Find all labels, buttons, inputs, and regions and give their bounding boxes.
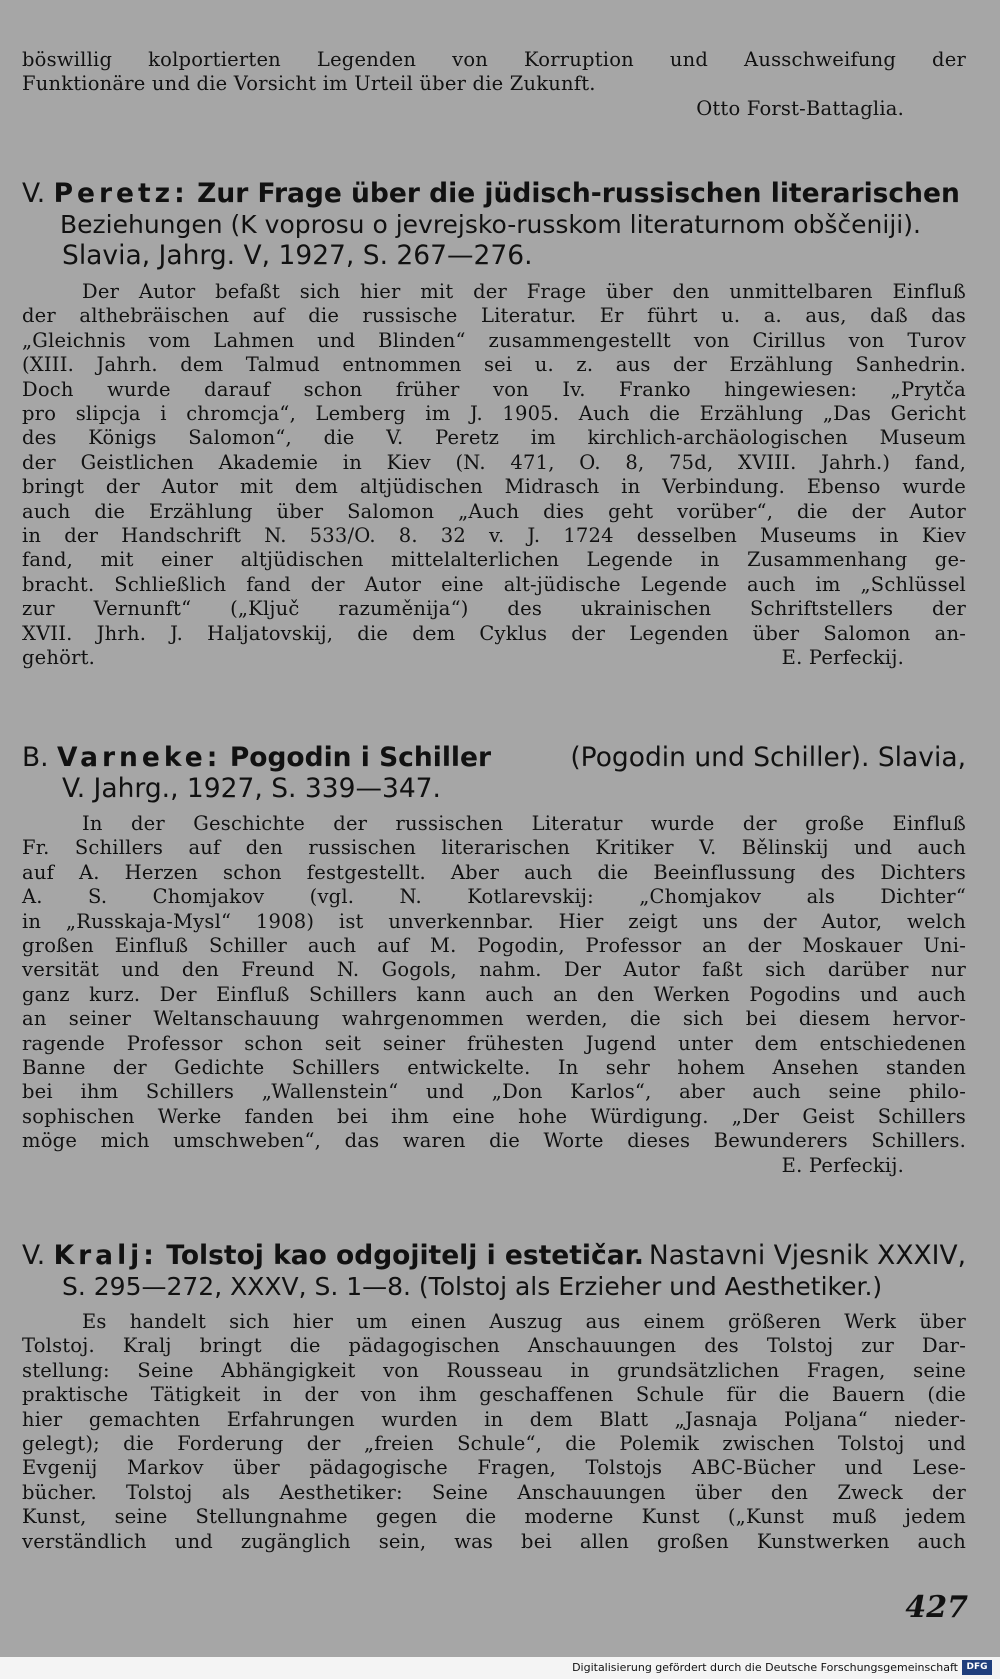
dfg-logo: DFG: [962, 1660, 992, 1675]
text-line: des Königs Salomon“, die V. Peretz im kirchlich-archäologischen Museum: [22, 426, 966, 450]
text-line: (XIII. Jahrh. dem Talmud entnommen sei u. z. aus der Erzählung Sanhedrin.: [22, 353, 966, 377]
text-line: [22, 646, 966, 670]
signature: E. Perfeckij.: [781, 1153, 904, 1177]
footer-credit: Digitalisierung gefördert durch die Deutsche Forschungsgemeinschaft: [572, 1661, 958, 1674]
text-line: pro slipcja i chromcja“, Lemberg im J. 1905. Auch die Erzählung „Das Gericht: [22, 402, 966, 426]
text-line: an seiner Weltanschauung wahrgenommen werden, die sich bei diesem hervor-: [22, 1007, 966, 1031]
text-line: der Geistlichen Akademie in Kiev (N. 471, O. 8, 75d, XVIII. Jahrh.) fand,: [22, 450, 966, 474]
text-line: gelegt); die Forderung der „freien Schule“, die Polemik zwischen Tolstoj und: [22, 1432, 966, 1456]
text-line: versität und den Freund N. Gogols, nahm. Der Autor faßt sich darüber nur: [22, 958, 966, 982]
text-line: praktische Tätigkeit in der von ihm geschaffenen Schule für die Bauern (die: [22, 1383, 966, 1407]
heading-line: [22, 742, 966, 773]
text-line: bringt der Autor mit dem altjüdischen Midrasch in Verbindung. Ebenso wurde: [22, 475, 966, 499]
footer-bar: [0, 1657, 1000, 1679]
text-line: Es handelt sich hier um einen Auszug aus einem größeren Werk über: [82, 1310, 966, 1333]
review-title: Pogodin i Schiller: [229, 742, 492, 773]
author-name: Kralj:: [53, 1240, 158, 1271]
text-line: „Gleichnis vom Lahmen und Blinden“ zusammengestellt von Cirillus von Turov: [22, 328, 966, 352]
heading-left: [22, 742, 491, 773]
signature: E. Perfeckij.: [781, 646, 904, 670]
page-number: 427: [905, 1590, 968, 1625]
text-line: In der Geschichte der russischen Literatur wurde der große Einfluß: [82, 812, 966, 835]
text-line: der althebräischen auf die russische Literatur. Er führt u. a. aus, daß das: [22, 304, 966, 328]
review-heading: [22, 742, 966, 804]
text-line: bei ihm Schillers „Wallenstein“ und „Don Karlos“, aber auch seine philo-: [22, 1080, 966, 1104]
review-heading: [22, 178, 966, 271]
text-line: Der Autor befaßt sich hier mit der Frage über den unmittelbaren Einfluß: [82, 280, 966, 303]
text-line: in der Handschrift N. 533/O. 8. 32 v. J. 1724 desselben Museums in Kiev: [22, 524, 966, 548]
text-line: ganz kurz. Der Einfluß Schillers kann auch an den Werken Pogodins und auch: [22, 982, 966, 1006]
text-line: Doch wurde darauf schon früher von Iv. Franko hingewiesen: „Prytča: [22, 377, 966, 401]
text-line: bracht. Schließlich fand der Autor eine alt-jüdische Legende auch im „Schlüssel: [22, 572, 966, 596]
heading-line: V. Jahrg., 1927, S. 339—347.: [62, 773, 441, 804]
heading-line: [22, 1240, 966, 1271]
heading-line: S. 295—272, XXXV, S. 1—8. (Tolstoj als Erzieher und Aesthetiker.): [62, 1272, 883, 1301]
text-line: stellung: Seine Abhängigkeit von Rousseau in grundsätzlichen Fragen, seine: [22, 1358, 966, 1382]
author-initial: V.: [22, 1240, 46, 1271]
review-title: Tolstoj kao odgojitelj i estetičar.: [166, 1240, 644, 1271]
heading-source: (Pogodin und Schiller). Slavia,: [570, 742, 966, 773]
text-line: ragende Professor schon seit seiner frühesten Jugend unter dem entschiedenen: [22, 1031, 966, 1055]
heading-line: Beziehungen (K voprosu o jevrejsko-russkom literaturnom obščeniji).: [60, 210, 921, 239]
author-initial: B.: [22, 742, 49, 773]
heading-source: Nastavni Vjesnik XXXIV,: [648, 1240, 966, 1271]
heading-line: [22, 178, 966, 209]
text-line: Funktionäre und die Vorsicht im Urteil über die Zukunft.: [22, 72, 596, 96]
top-continuation: [22, 48, 966, 121]
text-line: XVII. Jhrh. J. Haljatovskij, die dem Cyklus der Legenden über Salomon an-: [22, 621, 966, 645]
text-line: in „Russkaja-Mysl“ 1908) ist unverkennbar. Hier zeigt uns der Autor, welch: [22, 909, 966, 933]
text-line: fand, mit einer altjüdischen mittelalterlichen Legende in Zusammenhang ge-: [22, 548, 966, 572]
text-line: verständlich und zugänglich sein, was bei allen großen Kunstwerken auch: [22, 1529, 966, 1553]
text-line: A. S. Chomjakov (vgl. N. Kotlarevskij: „Chomjakov als Dichter“: [22, 885, 966, 909]
text-line: möge mich umschweben“, das waren die Worte dieses Bewunderers Schillers.: [22, 1129, 966, 1153]
text-line: zur Vernunft“ („Ključ razuměnija“) des ukrainischen Schriftstellers der: [22, 597, 966, 621]
heading-left: [22, 1240, 644, 1271]
text-line: böswillig kolportierten Legenden von Korruption und Ausschweifung der: [22, 48, 966, 71]
review-body: [22, 1310, 966, 1554]
signature: Otto Forst-Battaglia.: [696, 96, 904, 120]
review-title: Zur Frage über die jüdisch-russischen literarischen: [197, 178, 960, 209]
text-line: Banne der Gedichte Schillers entwickelte. In sehr hohem Ansehen standen: [22, 1056, 966, 1080]
text-line: bücher. Tolstoj als Aesthetiker: Seine Anschauungen über den Zweck der: [22, 1480, 966, 1504]
text-line: auch die Erzählung über Salomon „Auch dies geht vorüber“, die der Autor: [22, 499, 966, 523]
review-body: [22, 812, 966, 1178]
text-line: großen Einfluß Schiller auch auf M. Pogodin, Professor an der Moskauer Uni-: [22, 934, 966, 958]
author-name: Peretz:: [53, 178, 189, 209]
text-line: sophischen Werke fanden bei ihm eine hohe Würdigung. „Der Geist Schillers: [22, 1104, 966, 1128]
heading-line: Slavia, Jahrg. V, 1927, S. 267—276.: [62, 240, 533, 271]
text-line: Kunst, seine Stellungnahme gegen die moderne Kunst („Kunst muß jedem: [22, 1505, 966, 1529]
review-body: [22, 280, 966, 671]
text-line: hier gemachten Erfahrungen wurden in dem Blatt „Jasnaja Poljana“ nieder-: [22, 1407, 966, 1431]
text-line: Fr. Schillers auf den russischen literarischen Kritiker V. Bělinskij und auch: [22, 836, 966, 860]
author-name: Varneke:: [57, 742, 222, 773]
text-line: auf A. Herzen schon festgestellt. Aber auch die Beeinflussung des Dichters: [22, 860, 966, 884]
review-heading: [22, 1240, 966, 1302]
author-initial: V.: [22, 178, 46, 209]
text-line: Evgenij Markov über pädagogische Fragen, Tolstojs ABC-Bücher und Lese-: [22, 1456, 966, 1480]
text-fragment: gehört.: [22, 646, 96, 670]
text-line: Tolstoj. Kralj bringt die pädagogischen Anschauungen des Tolstoj zur Dar-: [22, 1334, 966, 1358]
